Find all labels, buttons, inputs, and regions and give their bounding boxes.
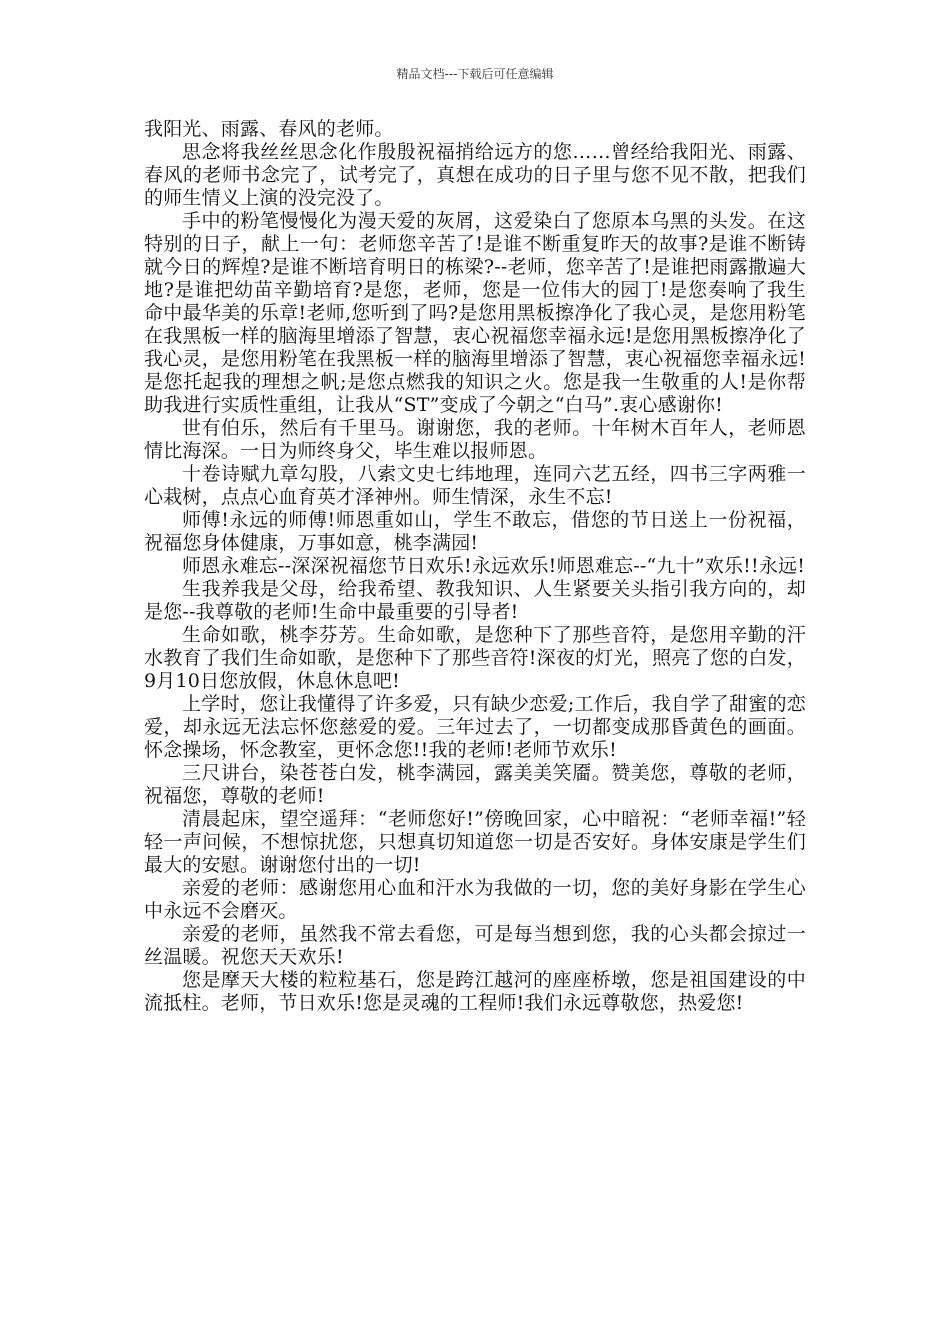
paragraph: 师傅!永远的师傅!师恩重如山，学生不敢忘，借您的节日送上一份祝福，祝福您身体健康，万事如意，桃李满园! <box>144 509 806 554</box>
paragraph: 师恩永难忘--深深祝福您节日欢乐!永远欢乐!师恩难忘--“九十”欢乐!!永远! <box>182 555 806 577</box>
paragraph: 十卷诗赋九章勾股，八索文史七纬地理，连同六艺五经，四书三字两雅一心栽树，点点心血育英才泽神州。师生情深，永生不忘! <box>144 463 806 508</box>
paragraph: 清晨起床，望空遥拜：“老师您好!”傍晚回家，心中暗祝：“老师幸福!”轻轻一声问候，不想惊扰您，只想真切知道您一切是否安好。身体安康是学生们最大的安慰。谢谢您付出的一切! <box>144 808 806 876</box>
paragraph: 思念将我丝丝思念化作殷殷祝福捎给远方的您……曾经给我阳光、雨露、春风的老师书念完了，试考完了，真想在成功的日子里与您不见不散，把我们的师生情义上演的没完没了。 <box>144 141 806 209</box>
paragraph: 生命如歌，桃李芬芳。生命如歌，是您种下了那些音符，是您用辛勤的汗水教育了我们生命如歌，是您种下了那些音符!深夜的灯光，照亮了您的白发，9月10日您放假，休息休息吧! <box>144 624 806 692</box>
paragraph: 我阳光、雨露、春风的老师。 <box>144 118 394 140</box>
paragraph: 上学时，您让我懂得了许多爱，只有缺少恋爱;工作后，我自学了甜蜜的恋爱，却永远无法忘怀您慈爱的爱。三年过去了，一切都变成那昏黄色的画面。怀念操场，怀念教室，更怀念您!!我的老师!老师节欢乐! <box>144 693 806 761</box>
paragraph: 亲爱的老师，虽然我不常去看您，可是每当想到您，我的心头都会掠过一丝温暖。祝您天天欢乐! <box>144 923 806 968</box>
paragraph: 亲爱的老师：感谢您用心血和汗水为我做的一切，您的美好身影在学生心中永远不会磨灭。 <box>144 877 806 922</box>
paragraph: 生我养我是父母，给我希望、教我知识、人生紧要关头指引我方向的，却是您--我尊敬的老师!生命中最重要的引导者! <box>144 578 806 623</box>
paragraph: 手中的粉笔慢慢化为漫天爱的灰屑，这爱染白了您原本乌黑的头发。在这特别的日子，献上一句：老师您辛苦了!是谁不断重复昨天的故事?是谁不断铸就今日的辉煌?是谁不断培育明日的栋梁?--老师，您辛苦了!是谁把雨露撒遍大地?是谁把幼苗辛勤培育?是您，老师，您是一位伟大的园丁!是您奏响了我生命中最华美的乐章!老师,您听到了吗?是您用黑板擦净化了我心灵，是您用粉笔在我黑板一样的脑海里增添了智慧，衷心祝福您幸福永远!是您用黑板擦净化了我心灵，是您用粉笔在我黑板一样的脑海里增添了智慧，衷心祝福您幸福永远!是您托起我的理想之帆;是您点燃我的知识之火。您是我一生敬重的人!是你帮助我进行实质性重组，让我从“ST”变成了今朝之“白马”.衷心感谢你! <box>144 210 806 416</box>
paragraph: 世有伯乐，然后有千里马。谢谢您，我的老师。十年树木百年人，老师恩情比海深。一日为师终身父，毕生难以报师恩。 <box>144 417 806 462</box>
page-header: 精品文档---下载后可任意编辑 <box>396 67 554 81</box>
paragraph: 您是摩天大楼的粒粒基石，您是跨江越河的座座桥墩，您是祖国建设的中流抵柱。老师，节日欢乐!您是灵魂的工程师!我们永远尊敬您，热爱您! <box>144 969 806 1014</box>
document-body <box>144 118 806 1015</box>
paragraph: 三尺讲台，染苍苍白发，桃李满园，露美美笑靥。赞美您，尊敬的老师，祝福您，尊敬的老师! <box>144 762 806 807</box>
